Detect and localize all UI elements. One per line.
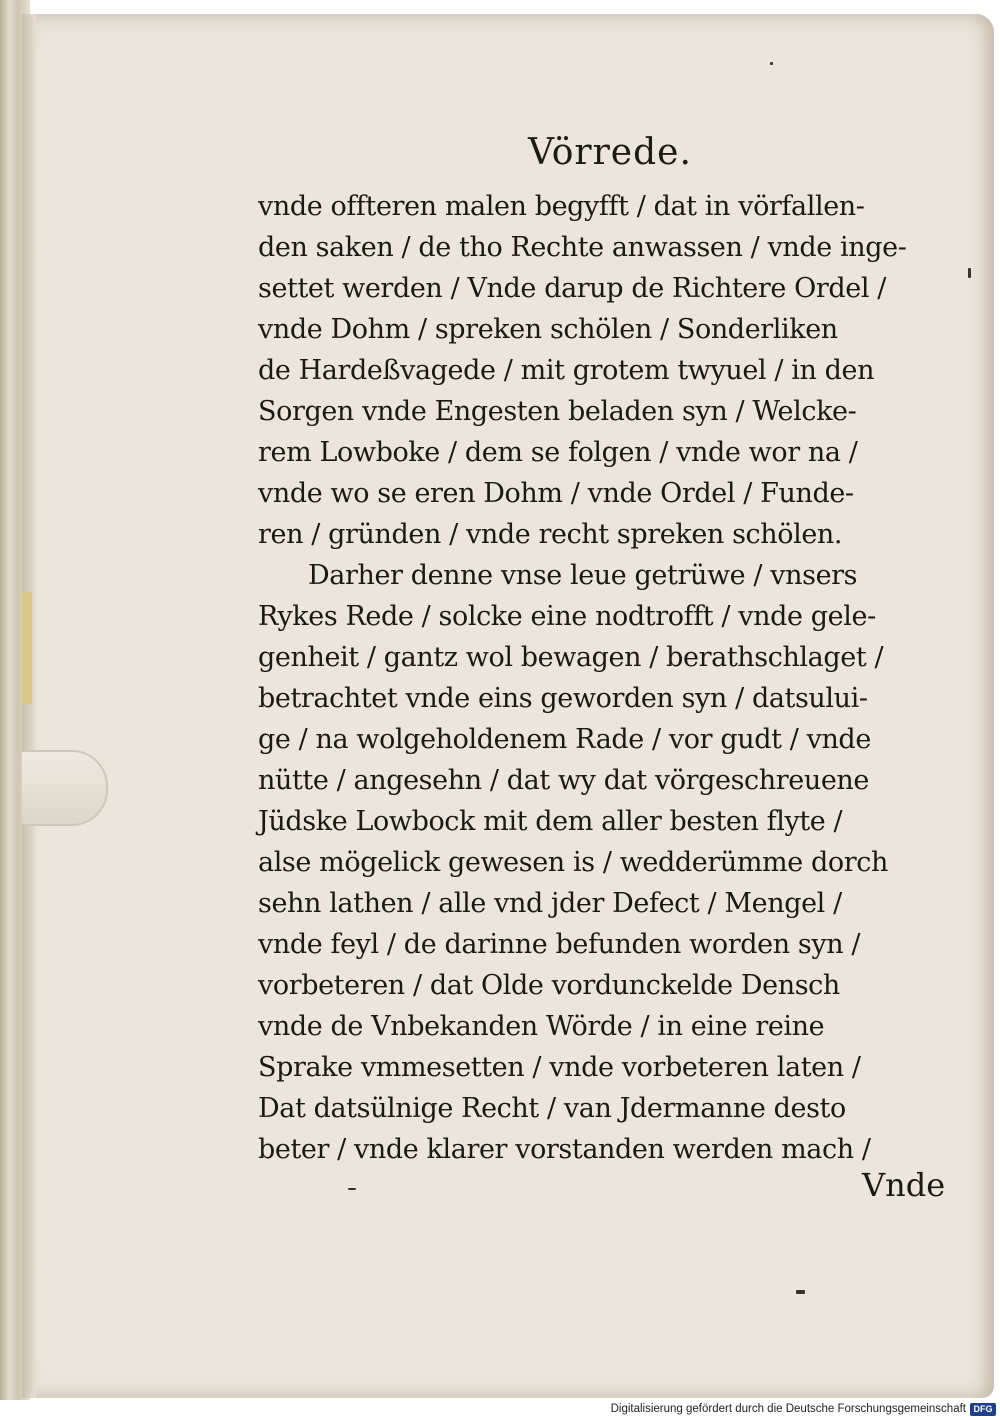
text-line: ge / na wolgeholdenem Rade / vor gudt / vnde — [258, 724, 871, 755]
ink-speck — [348, 1188, 356, 1190]
ink-speck — [770, 62, 773, 65]
text-line: vnde offteren malen begyfft / dat in vörfallen- — [258, 191, 865, 222]
ink-speck — [968, 268, 971, 278]
text-line: Sorgen vnde Engesten beladen syn / Welcke- — [258, 396, 857, 427]
text-line: beter / vnde klarer vorstanden werden mach / — [258, 1134, 871, 1165]
text-line: den saken / de tho Rechte anwassen / vnde inge- — [258, 232, 907, 263]
text-line: Dat datsülnige Recht / van Jdermanne desto — [258, 1093, 846, 1124]
running-head: Vörrede. — [528, 132, 692, 173]
text-line: de Hardeßvagede / mit grotem twyuel / in den — [258, 355, 875, 386]
dfg-logo: DFG — [970, 1403, 996, 1416]
text-line: alse mögelick gewesen is / wedderümme dorch — [258, 847, 888, 878]
text-line: ren / gründen / vnde recht spreken schölen. — [258, 519, 843, 550]
ink-speck — [796, 1290, 805, 1294]
text-line: vorbeteren / dat Olde vordunckelde Densch — [258, 970, 840, 1001]
yellow-page-marker — [22, 592, 32, 704]
text-line: settet werden / Vnde darup de Richtere Ordel / — [258, 273, 886, 304]
text-line: nütte / angesehn / dat wy dat vörgeschreuene — [258, 765, 869, 796]
text-line: Darher denne vnse leue getrüwe / vnsers — [308, 560, 858, 591]
text-line: vnde feyl / de darinne befunden worden syn / — [258, 929, 861, 960]
text-line: Sprake vmmesetten / vnde vorbeteren laten / — [258, 1052, 861, 1083]
page-gutter-shadow — [22, 14, 36, 1398]
page-clip-tab — [22, 750, 108, 826]
funding-credit: Digitalisierung gefördert durch die Deutsche Forschungsgemeinschaft — [610, 1403, 966, 1415]
text-block — [258, 186, 944, 1170]
text-line: vnde wo se eren Dohm / vnde Ordel / Funde- — [258, 478, 854, 509]
text-line: rem Lowboke / dem se folgen / vnde wor na / — [258, 437, 858, 468]
text-line: vnde de Vnbekanden Wörde / in eine reine — [258, 1011, 825, 1042]
text-line: Jüdske Lowbock mit dem aller besten flyte / — [258, 806, 843, 837]
catchword: Vnde — [862, 1166, 946, 1204]
text-line: genheit / gantz wol bewagen / berathschlaget / — [258, 642, 884, 673]
text-line: Rykes Rede / solcke eine nodtrofft / vnde gele- — [258, 601, 876, 632]
text-line: betrachtet vnde eins geworden syn / datsului- — [258, 683, 868, 714]
text-line: vnde Dohm / spreken schölen / Sonderliken — [258, 314, 838, 345]
text-line: sehn lathen / alle vnd jder Defect / Mengel / — [258, 888, 842, 919]
digitization-footer — [0, 1400, 1000, 1420]
